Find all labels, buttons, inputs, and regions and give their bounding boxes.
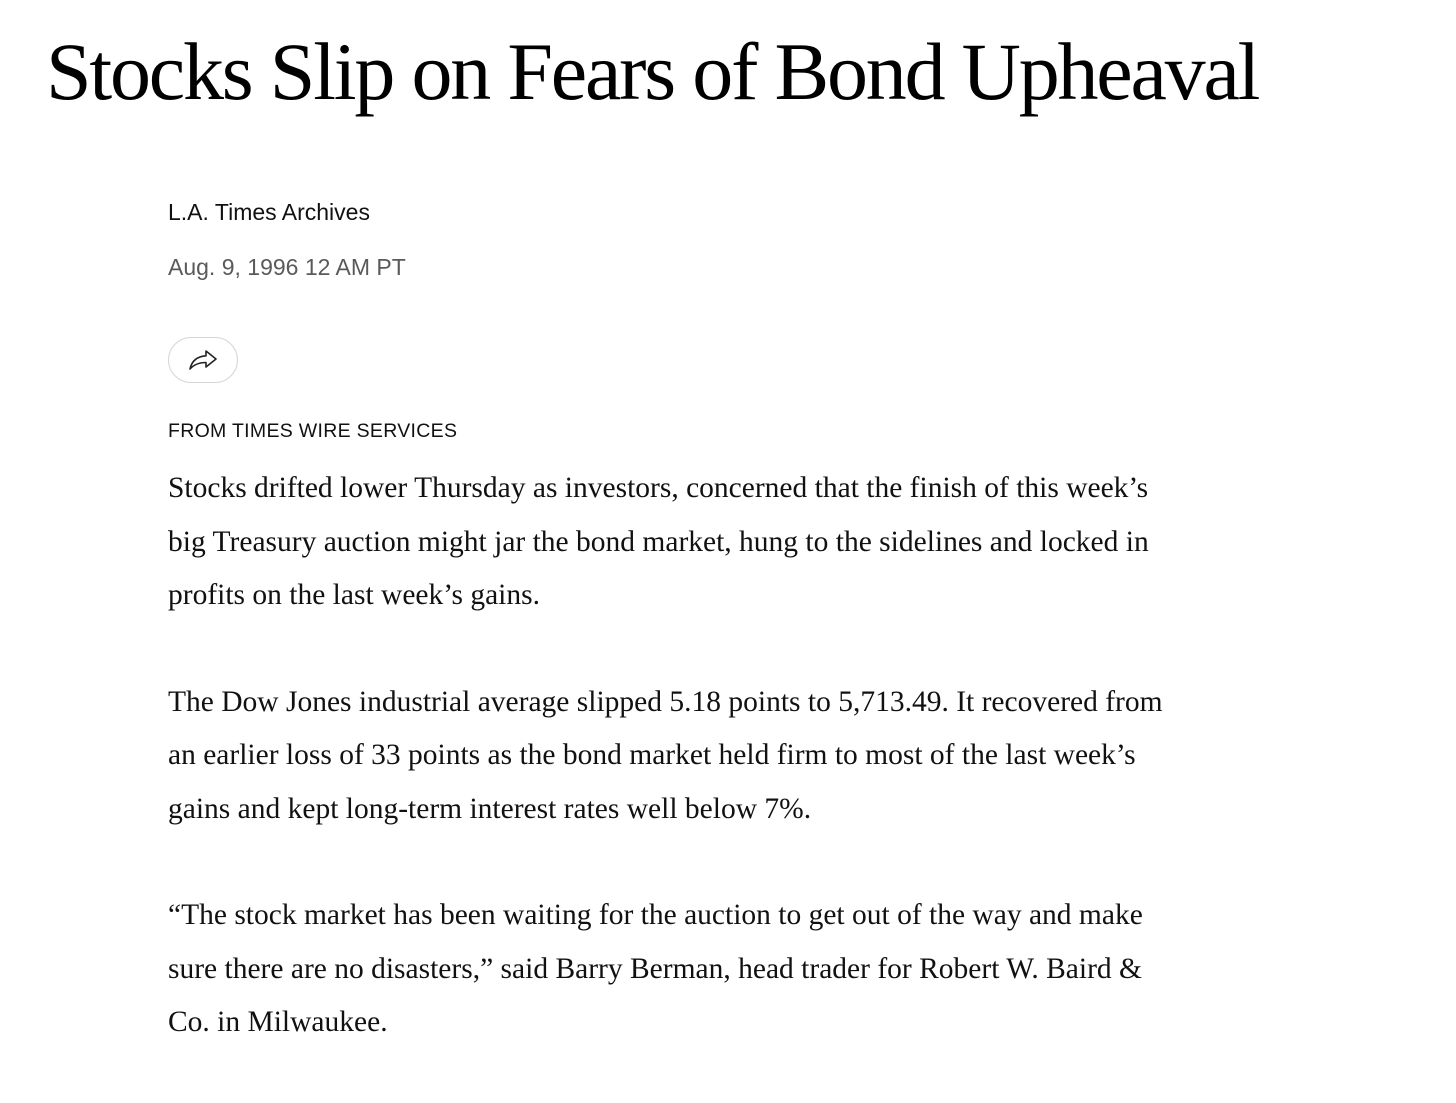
kicker-source: FROM TIMES WIRE SERVICES [168,420,458,442]
paragraph-line: Stocks drifted lower Thursday as investors, concerned that the finish of this week’s [168,472,1149,504]
article-body [168,462,1333,1103]
paragraph-line: gains and kept long-term interest rates well below 7%. [168,792,812,825]
share-arrow-icon [188,349,218,371]
paragraph-line: big Treasury auction might jar the bond market, hung to the sidelines and locked in [168,525,1149,558]
paragraph [168,676,1333,837]
headline: Stocks Slip on Fears of Bond Upheaval [46,26,1259,117]
paragraph-line: profits on the last week’s gains. [168,579,540,611]
dateline: Aug. 9, 1996 12 AM PT [168,254,406,280]
byline-author[interactable]: L.A. Times Archives [168,199,370,225]
paragraph [168,889,1333,1050]
paragraph-line: an earlier loss of 33 points as the bond market held firm to most of the last week’s [168,739,1136,771]
paragraph-line: The Dow Jones industrial average slipped 5.18 points to 5,713.49. It recovered from [168,685,1163,718]
share-button[interactable] [168,337,238,383]
paragraph-line: “The stock market has been waiting for the auction to get out of the way and make [168,899,1143,931]
paragraph-line: Co. in Milwaukee. [168,1006,388,1038]
paragraph-line: sure there are no disasters,” said Barry Berman, head trader for Robert W. Baird & [168,952,1142,985]
paragraph [168,462,1333,623]
